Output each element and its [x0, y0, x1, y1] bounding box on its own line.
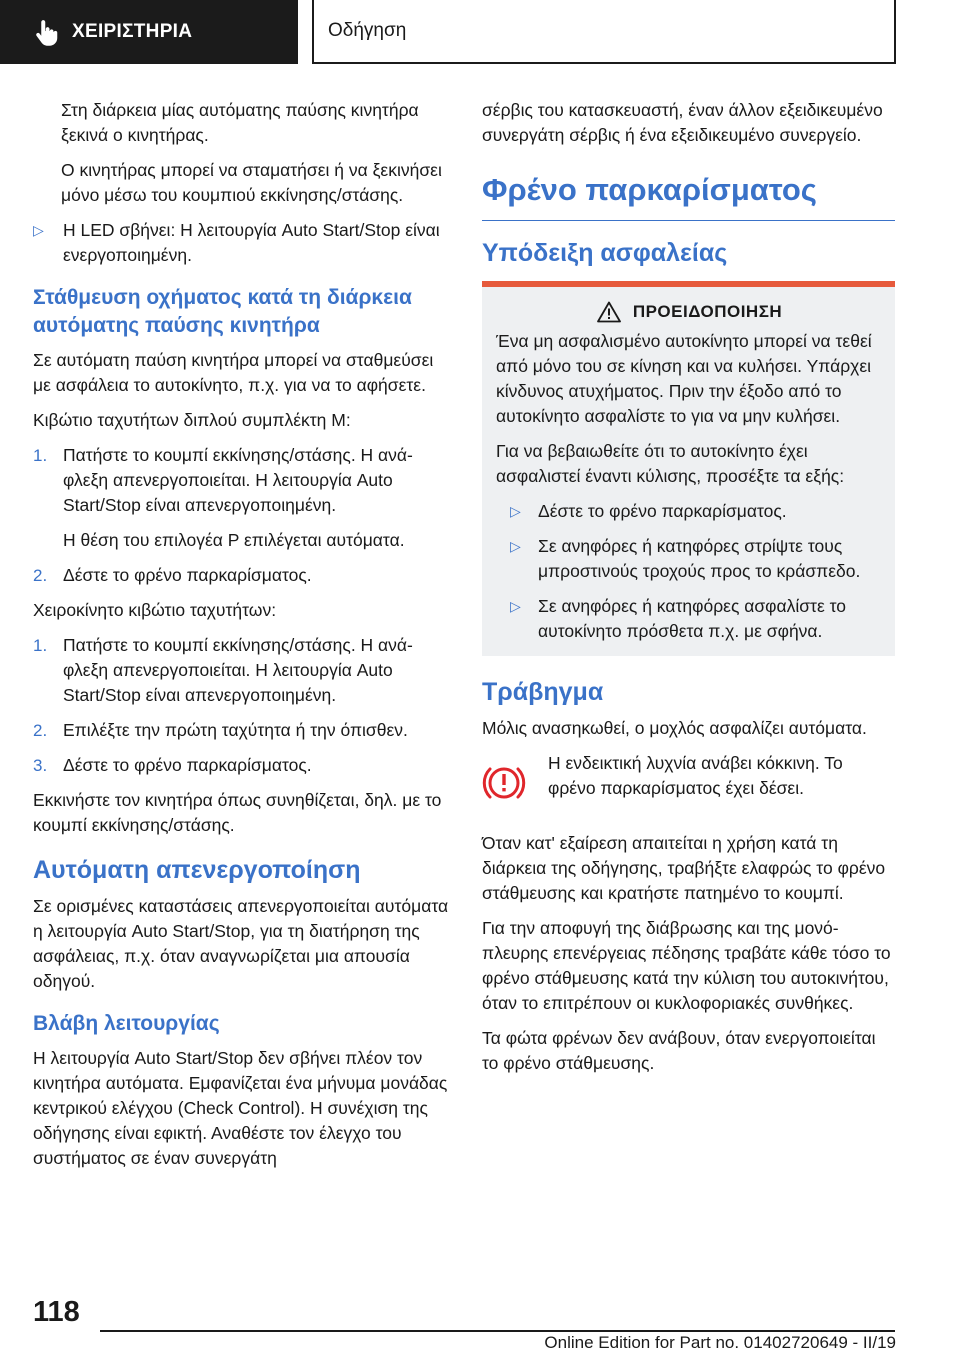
- list-item: [33, 218, 450, 268]
- paragraph: Σε αυτόματη παύση κινητήρα μπορεί να σταθμεύσει με ασφάλεια το αυτοκίνητο, π.χ. για να το αφήσετε.: [33, 350, 434, 395]
- paragraph: Κιβώτιο ταχυτήτων διπλού συμπλέκτη M:: [33, 410, 351, 430]
- triangle-right-icon: ▷: [510, 598, 521, 614]
- warning-header: [496, 301, 883, 323]
- pointing-hand-icon: [32, 17, 62, 47]
- heading-malfunction: Βλάβη λειτουργίας: [33, 1012, 220, 1035]
- paragraph: Για να βεβαιωθείτε ότι το αυτοκίνητο έχει ασφαλιστεί έναντι κύλισης, προσέξτε τα εξής:: [496, 441, 845, 486]
- paragraph: Χειροκίνητο κιβώτιο ταχυτήτων:: [33, 600, 277, 620]
- footer-divider: [100, 1330, 895, 1332]
- parking-brake-lamp-icon: [482, 761, 526, 805]
- paragraph: σέρβις του κατασκευαστή, έναν άλλον εξειδικευμένο συνεργάτη σέρβις ή ένα εξειδικευμένο συνεργείο.: [482, 100, 883, 145]
- left-column: [33, 98, 450, 1181]
- paragraph: Ο κινητήρας μπορεί να σταματήσει ή να ξεκινήσει μόνο μέσω του κουμπιού εκκίνησης/στάσης.: [61, 160, 442, 205]
- step-number: 2.: [33, 721, 48, 740]
- header-chapter-bar: [0, 0, 298, 64]
- list-item-text: Δέστε το φρένο παρκαρίσματος.: [63, 755, 312, 775]
- list-item: [33, 718, 450, 743]
- list-item-text: Δέστε το φρένο παρκαρίσματος.: [538, 501, 787, 521]
- paragraph: Στη διάρκεια μίας αυτόματης παύσης κινητήρα ξεκινά ο κινητήρας.: [61, 100, 419, 145]
- paragraph: Εκκινήστε τον κινητήρα όπως συνηθίζεται, δηλ. με το κουμπί εκκίνησης/στάσης.: [33, 790, 442, 835]
- list-item-text: Σε ανηφόρες ή κατηφόρες ασφαλίστε το αυτοκίνητο πρόσθετα π.χ. με σφήνα.: [538, 596, 847, 641]
- section-tab: [312, 0, 896, 64]
- paragraph: Όταν κατ' εξαίρεση απαιτείται η χρήση κατά τη διάρκεια της οδήγησης, τραβήξτε ελαφρώς το φρένο στάθμευσης και κρατήστε πατημένο το κουμπί.: [482, 833, 886, 903]
- paragraph: Η θέση του επιλογέα P επιλέγεται αυτόματα.: [63, 530, 405, 550]
- triangle-right-icon: ▷: [510, 538, 521, 554]
- paragraph: Για την αποφυγή της διάβρωσης και της μονόπλευρης επενέργειας πέδησης τραβάτε κάθε τόσο το φρένο στάθμευσης κατά την κύλιση του αυτοκινήτου, όταν το επιτρέπουν οι κυκλοφοριακές συνθήκες.: [482, 918, 891, 1013]
- list-item: [33, 753, 450, 778]
- chapter-title: ΧΕΙΡΙΣΤΗΡΙΑ: [72, 21, 193, 42]
- list-item: [496, 534, 883, 584]
- paragraph: Τα φώτα φρένων δεν ανάβουν, όταν ενεργοποιείται το φρένο στάθμευσης.: [482, 1028, 876, 1073]
- right-column: [482, 98, 895, 1086]
- list-item-text: Επιλέξτε την πρώτη ταχύτητα ή την όπισθεν.: [63, 720, 408, 740]
- heading-parking: Στάθμευση οχήματος κατά τη διάρκεια αυτόματης παύσης κινητήρα: [33, 286, 412, 337]
- edition-note: Online Edition for Part no. 01402720649 - II/19: [544, 1333, 896, 1352]
- heading-safety-note: Υπόδειξη ασφαλείας: [482, 239, 728, 267]
- list-item-text: Σε ανηφόρες ή κατηφόρες στρίψτε τους μπροστινούς τροχούς προς το κράσπεδο.: [538, 536, 861, 581]
- heading-parking-brake: Φρένο παρκαρίσματος: [482, 170, 895, 221]
- list-item-text: Η LED σβήνει: Η λειτουργία Auto Start/Stop είναι ενεργοποιημένη.: [63, 220, 440, 265]
- paragraph: Μόλις ανασηκωθεί, ο μοχλός ασφαλίζει αυτόματα.: [482, 718, 867, 738]
- list-item: [496, 499, 883, 524]
- list-item-text: Δέστε το φρένο παρκαρίσματος.: [63, 565, 312, 585]
- list-item: [33, 443, 450, 518]
- heading-auto-deactivation: Αυτόματη απενεργοποίηση: [33, 856, 361, 884]
- list-item: [33, 563, 450, 588]
- paragraph: Η λειτουργία Auto Start/Stop δεν σβήνει πλέον τον κινητήρα αυτόματα. Εμφανίζεται ένα μήνυμα μονάδας κεντρικού ελέγχου (Check Control). Η συνέχιση της οδήγησης είναι εφικτή. Αναθέστε τον έλεγχο του συστήματος σε έναν συνεργάτη: [33, 1048, 448, 1168]
- paragraph: Σε ορισμένες καταστάσεις απενεργοποιείται αυτόματα η λειτουργία Auto Start/Stop, για τη διατήρηση της ασφάλειας, π.χ. όταν αναγνωρίζεται μια απουσία οδηγού.: [33, 896, 449, 991]
- warning-title: ΠΡΟΕΙΔΟΠΟΙΗΣΗ: [632, 302, 783, 321]
- step-number: 2.: [33, 566, 48, 585]
- heading-pull: Τράβηγμα: [482, 678, 604, 706]
- section-title: Οδήγηση: [328, 20, 407, 41]
- step-number: 1.: [33, 446, 48, 465]
- indicator-lamp-note: [482, 751, 895, 815]
- paragraph: Ένα μη ασφαλισμένο αυτοκίνητο μπορεί να τεθεί από μόνο του σε κίνηση και να κυλήσει. Υπάρχει κίνδυνος ατυχήματος. Πριν την έξοδο από το αυτοκίνητο ασφαλίστε το για να μην κυλήσει.: [496, 331, 872, 426]
- page-number: 118: [33, 1296, 80, 1328]
- step-number: 3.: [33, 756, 48, 775]
- warning-triangle-icon: [597, 301, 621, 323]
- paragraph: Η ενδεικτική λυχνία ανάβει κόκκινη. Το φρένο παρκαρίσματος έχει δέσει.: [548, 753, 843, 798]
- triangle-right-icon: ▷: [510, 503, 521, 519]
- warning-box: [482, 281, 895, 656]
- list-item-text: Πατήστε το κουμπί εκκίνησης/στάσης. Η ανάφλεξη απενεργοποιείται. Η λειτουργία Auto Start/Stop είναι απενεργοποιημένη.: [63, 445, 413, 515]
- triangle-right-icon: ▷: [33, 222, 44, 238]
- list-item: [496, 594, 883, 644]
- step-number: 1.: [33, 636, 48, 655]
- list-item-text: Πατήστε το κουμπί εκκίνησης/στάσης. Η ανάφλεξη απενεργοποιείται. Η λειτουργία Auto Start/Stop είναι απενεργοποιημένη.: [63, 635, 413, 705]
- list-item: [33, 633, 450, 708]
